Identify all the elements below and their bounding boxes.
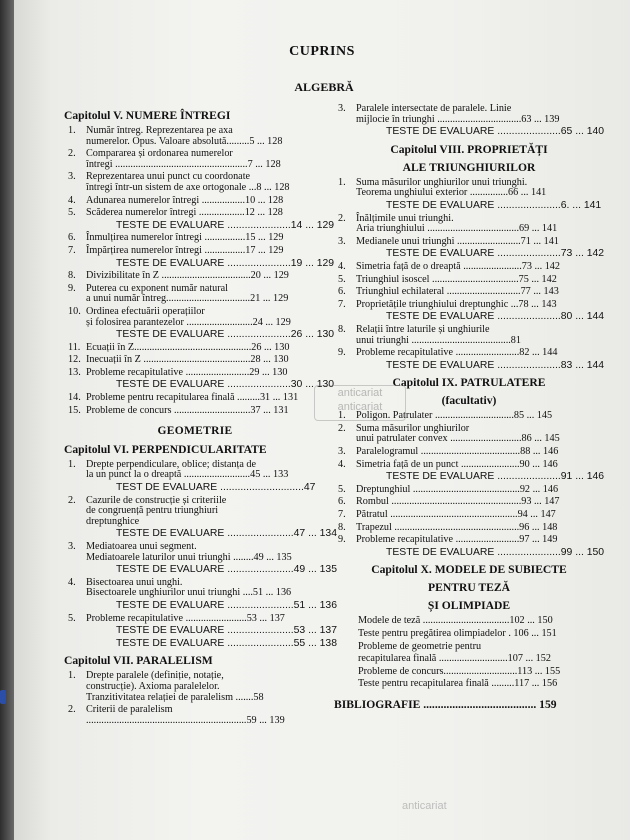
entry-line: Înmulțirea numerelor întregi ................15 ... 129 <box>86 232 284 244</box>
toc-entry <box>334 424 604 445</box>
toc-entry <box>334 104 604 125</box>
entry-number: 9. <box>338 347 346 359</box>
entry-number: 2. <box>68 148 76 160</box>
entry-line: Drepte perpendiculare, oblice; distanța de <box>86 458 256 470</box>
entry-line: a unui număr întreg.................................21 ... 129 <box>86 293 289 305</box>
chapter-subheading: PENTRU TEZĂ <box>428 581 510 595</box>
entry-number: 14. <box>68 392 81 404</box>
entry-line: Scăderea numerelor întregi ..................12 ... 128 <box>86 207 283 219</box>
entry-number: 9. <box>68 282 76 294</box>
test-entry: TESTE DE EVALUARE ......................91 ... 146 <box>386 471 605 483</box>
watermark-stamp <box>314 385 406 421</box>
entry-line: Probleme recapitulative .........................97 ... 149 <box>356 534 558 546</box>
entry-line: Cazurile de construcție și criteriile <box>86 494 227 506</box>
chapter-heading: Capitolul VIII. PROPRIETĂȚI <box>390 142 548 156</box>
entry-number: 3. <box>338 103 346 114</box>
test-entry: TESTE DE EVALUARE ......................6. ... 141 <box>386 199 602 211</box>
entry-number: 13. <box>68 366 81 378</box>
entry-number: 7. <box>338 298 346 310</box>
entry-line: Pătratul ..................................................94 ... 147 <box>356 509 556 521</box>
entry-number: 4. <box>338 458 346 470</box>
toc-entry <box>334 325 604 346</box>
entry-number: 1. <box>68 670 76 682</box>
left-column <box>64 104 337 728</box>
entry-number: 15. <box>68 404 81 416</box>
entry-line: Probleme recapitulative .........................82 ... 144 <box>356 347 558 359</box>
entry-line: Reprezentarea unui punct cu coordonate <box>86 171 251 183</box>
toc-entry <box>334 510 604 521</box>
entry-line: dreptunghice <box>86 515 140 527</box>
entry-line: Tranzitivitatea relației de paralelism .......58 <box>86 691 264 703</box>
entry-number: 2. <box>68 704 76 716</box>
test-entry: TESTE DE EVALUARE .......................47 ... 134 <box>116 528 337 540</box>
toc-entry <box>64 271 326 282</box>
toc-entry <box>64 578 326 599</box>
entry-line: Triunghiul isoscel ..................................75 ... 142 <box>356 273 557 285</box>
test-entry: TESTE DE EVALUARE ......................30 ... 130 <box>116 379 335 391</box>
toc-entry <box>64 368 326 379</box>
entry-line: la un punct la o dreaptă ..........................45 ... 133 <box>86 469 289 481</box>
test-entry: TESTE DE EVALUARE ......................83 ... 144 <box>386 359 605 371</box>
toc-entry <box>334 178 604 199</box>
entry-line: Criterii de paralelism <box>86 704 173 716</box>
toc-entry <box>64 149 326 170</box>
entry-line: de congruență pentru triunghiuri <box>86 505 219 517</box>
test-entry: TESTE DE EVALUARE ......................65 ... 140 <box>386 126 605 138</box>
entry-line: întregi într-un sistem de axe ortogonale ...8 ... 128 <box>86 181 290 193</box>
toc-entry <box>64 496 326 528</box>
toc-entry <box>334 348 604 359</box>
toc-entry <box>64 233 326 244</box>
toc-entry: Teste pentru pregătirea olimpiadelor . 106 ... 151 <box>358 628 557 639</box>
test-entry: TESTE DE EVALUARE .......................51 ... 136 <box>116 599 337 611</box>
entry-line: Simetria față de o dreaptă .......................73 ... 142 <box>356 260 560 272</box>
entry-line: Relații între laturile și unghiurile <box>356 323 490 335</box>
toc-entry <box>334 300 604 311</box>
toc-entry <box>64 343 326 354</box>
entry-number: 6. <box>68 232 76 244</box>
entry-line: Poligon. Patrulater ...............................85 ... 145 <box>356 410 553 422</box>
entry-line: Suma măsurilor unghiurilor <box>356 422 470 434</box>
book-page <box>14 0 630 840</box>
entry-line: Probleme de concurs ..............................37 ... 131 <box>86 404 289 416</box>
watermark-text: anticariat anticariat <box>337 387 383 413</box>
toc-entry <box>64 542 326 563</box>
chapter-heading: Capitolul VII. PARALELISM <box>64 654 213 668</box>
entry-number: 3. <box>68 171 76 183</box>
entry-line: Puterea cu exponent număr natural <box>86 282 229 294</box>
entry-line: Proprietățile triunghiului dreptunghic ...78 ... 143 <box>356 298 557 310</box>
toc-entry <box>334 275 604 286</box>
test-entry: TESTE DE EVALUARE ......................19 ... 129 <box>116 257 335 269</box>
entry-number: 6. <box>338 496 346 508</box>
entry-line: Probleme recapitulative .........................29 ... 130 <box>86 366 288 378</box>
entry-line: unui patrulater convex ............................86 ... 145 <box>356 433 560 445</box>
entry-line: Probleme pentru recapitularea finală .........31 ... 131 <box>86 392 299 404</box>
chapter-heading: Capitolul V. NUMERE ÎNTREGI <box>64 109 231 122</box>
toc-entry <box>334 262 604 273</box>
entry-line: Aria triunghiului ....................................69 ... 141 <box>356 223 558 235</box>
entry-number: 12. <box>68 354 81 366</box>
test-entry: TESTE DE EVALUARE ......................80 ... 144 <box>386 311 605 323</box>
entry-line: Suma măsurilor unghiurilor unui triunghi. <box>356 176 528 188</box>
entry-line: construcție). Axioma paralelelor. <box>86 680 220 692</box>
entry-number: 3. <box>338 446 346 458</box>
algebra-section-title: ALGEBRĂ <box>294 80 354 94</box>
toc-entry <box>64 460 326 481</box>
entry-line: Bisectoarele unghiurilor unui triunghi ....51 ... 136 <box>86 587 292 599</box>
entry-number: 5. <box>68 207 76 219</box>
test-entry: TESTE DE EVALUARE .......................49 ... 135 <box>116 564 337 576</box>
toc-entry <box>334 214 604 235</box>
test-entry: TESTE DE EVALUARE .......................55 ... 138 <box>116 637 337 649</box>
test-entry: TESTE DE EVALUARE ......................14 ... 129 <box>116 219 335 231</box>
toc-entry <box>64 307 326 328</box>
watermark-bottom: anticariat <box>402 800 447 812</box>
chapter-heading: Capitolul IX. PATRULATERE <box>392 376 546 390</box>
test-entry: TESTE DE EVALUARE ......................26 ... 130 <box>116 329 335 341</box>
entry-number: 4. <box>338 260 346 272</box>
entry-number: 7. <box>338 509 346 521</box>
toc-entry: recapitularea finală ...........................107 ... 152 <box>358 653 551 665</box>
toc-entry <box>64 671 326 703</box>
test-entry: TESTE DE EVALUARE ......................99 ... 150 <box>386 546 605 558</box>
entry-line: Simetria față de un punct .......................90 ... 146 <box>356 458 558 470</box>
toc-entry <box>334 237 604 248</box>
toc-entry <box>64 126 326 147</box>
entry-line: Împărțirea numerelor întregi ................17 ... 129 <box>86 244 284 256</box>
entry-line: Ordinea efectuării operațiilor <box>86 305 205 317</box>
chapter-subheading: ȘI OLIMPIADE <box>427 599 511 613</box>
entry-number: 2. <box>68 494 76 506</box>
entry-number: 8. <box>338 323 346 335</box>
entry-line: Număr întreg. Reprezentarea pe axa <box>86 125 233 136</box>
toc-entry <box>334 535 604 546</box>
toc-entry <box>334 485 604 496</box>
entry-line: Mediatoarele laturilor unui triunghi ........49 ... 135 <box>86 551 292 563</box>
entry-number: 2. <box>338 212 346 224</box>
test-entry: TEST DE EVALUARE .............................47 <box>116 482 316 494</box>
entry-line: Medianele unui triunghi .........................71 ... 141 <box>356 235 559 247</box>
entry-number: 4. <box>68 194 76 206</box>
entry-line: Dreptunghiul ..........................................92 ... 146 <box>356 483 559 495</box>
toc-entry <box>64 614 326 625</box>
bibliografie-heading: BIBLIOGRAFIE ....................................... 159 <box>334 697 557 711</box>
page-title: CUPRINS <box>289 44 355 59</box>
chapter-heading: Capitolul VI. PERPENDICULARITATE <box>64 442 267 456</box>
entry-line: unui triunghi .......................................81 <box>356 334 521 346</box>
entry-number: 2. <box>338 422 346 434</box>
toc-entry: Modele de teză ..................................102 ... 150 <box>358 615 553 627</box>
toc-entry <box>334 460 604 471</box>
toc-entry <box>64 196 326 207</box>
entry-number: 9. <box>338 534 346 546</box>
toc-entry <box>64 284 326 305</box>
entry-number: 1. <box>338 176 346 188</box>
entry-line: Paralele intersectate de paralele. Linie <box>356 103 512 114</box>
toc-entry <box>64 705 326 726</box>
toc-entry <box>334 287 604 298</box>
toc-entry <box>64 355 326 366</box>
entry-number: 3. <box>338 235 346 247</box>
entry-number: 1. <box>68 125 76 136</box>
entry-line: Înălțimile unui triunghi. <box>356 212 454 224</box>
toc-entry <box>334 447 604 458</box>
entry-line: Ecuații în Z..............................................26 ... 130 <box>86 341 290 353</box>
entry-line: mijlocie în triunghi .................................63 ... 139 <box>356 113 560 125</box>
entry-number: 11. <box>68 341 81 353</box>
entry-line: Triunghiul echilateral .............................77 ... 143 <box>356 286 559 298</box>
entry-line: ...............................................................59 ... 139 <box>86 714 285 726</box>
toc-entry <box>64 208 326 219</box>
blue-tab-marker <box>0 690 6 704</box>
entry-line: Rombul ...................................................93 ... 147 <box>356 496 560 508</box>
toc-entry: Probleme de concurs.............................113 ... 155 <box>358 665 561 677</box>
entry-line: Drepte paralele (definiție, notație, <box>86 670 224 682</box>
toc-entry <box>334 523 604 534</box>
entry-number: 5. <box>68 612 76 624</box>
entry-number: 4. <box>68 576 76 588</box>
entry-number: 10. <box>68 305 81 317</box>
entry-line: Bisectoarea unui unghi. <box>86 576 183 588</box>
entry-line: Paralelogramul .......................................88 ... 146 <box>356 446 559 458</box>
entry-number: 6. <box>338 286 346 298</box>
entry-line: Compararea și ordonarea numerelor <box>86 148 233 160</box>
entry-line: Trapezul .................................................96 ... 148 <box>356 521 558 533</box>
entry-line: Adunarea numerelor întregi .................10 ... 128 <box>86 194 284 206</box>
entry-number: 8. <box>68 270 76 282</box>
entry-line: Probleme recapitulative ........................53 ... 137 <box>86 612 285 624</box>
chapter-heading: Capitolul X. MODELE DE SUBIECTE <box>371 563 567 577</box>
entry-line: Inecuații în Z ..........................................28 ... 130 <box>86 354 289 366</box>
toc-entry <box>334 497 604 508</box>
entry-line: întregi ....................................................7 ... 128 <box>86 158 281 170</box>
entry-number: 1. <box>338 410 346 422</box>
entry-number: 5. <box>338 483 346 495</box>
geometrie-section-title: GEOMETRIE <box>157 425 233 438</box>
entry-line: Teorema unghiului exterior ...............66 ... 141 <box>356 187 547 199</box>
entry-line: Divizibilitate în Z ...................................20 ... 129 <box>86 270 289 282</box>
entry-line: numerelor. Opus. Valoare absolută.........5 ... 128 <box>86 135 283 147</box>
entry-line: Mediatoarea unui segment. <box>86 541 197 552</box>
entry-number: 8. <box>338 521 346 533</box>
test-entry: TESTE DE EVALUARE .......................53 ... 137 <box>116 625 337 637</box>
toc-entry <box>64 393 326 404</box>
entry-number: 3. <box>68 541 76 552</box>
toc-entry: Probleme de geometrie pentru <box>358 640 482 652</box>
entry-number: 7. <box>68 244 76 256</box>
entry-number: 5. <box>338 273 346 285</box>
entry-line: și folosirea parantezelor ..........................24 ... 129 <box>86 316 291 328</box>
toc-entry <box>64 172 326 193</box>
entry-number: 1. <box>68 458 76 470</box>
toc-entry: Teste pentru recapitularea finală .........117 ... 156 <box>358 678 558 690</box>
test-entry: TESTE DE EVALUARE ......................73 ... 142 <box>386 248 605 260</box>
chapter-subheading: (facultativ) <box>441 394 497 408</box>
toc-entry <box>64 406 326 417</box>
chapter-subheading: ALE TRIUNGHIURILOR <box>402 160 536 174</box>
toc-entry <box>64 246 326 257</box>
page-binding-edge <box>0 0 14 840</box>
